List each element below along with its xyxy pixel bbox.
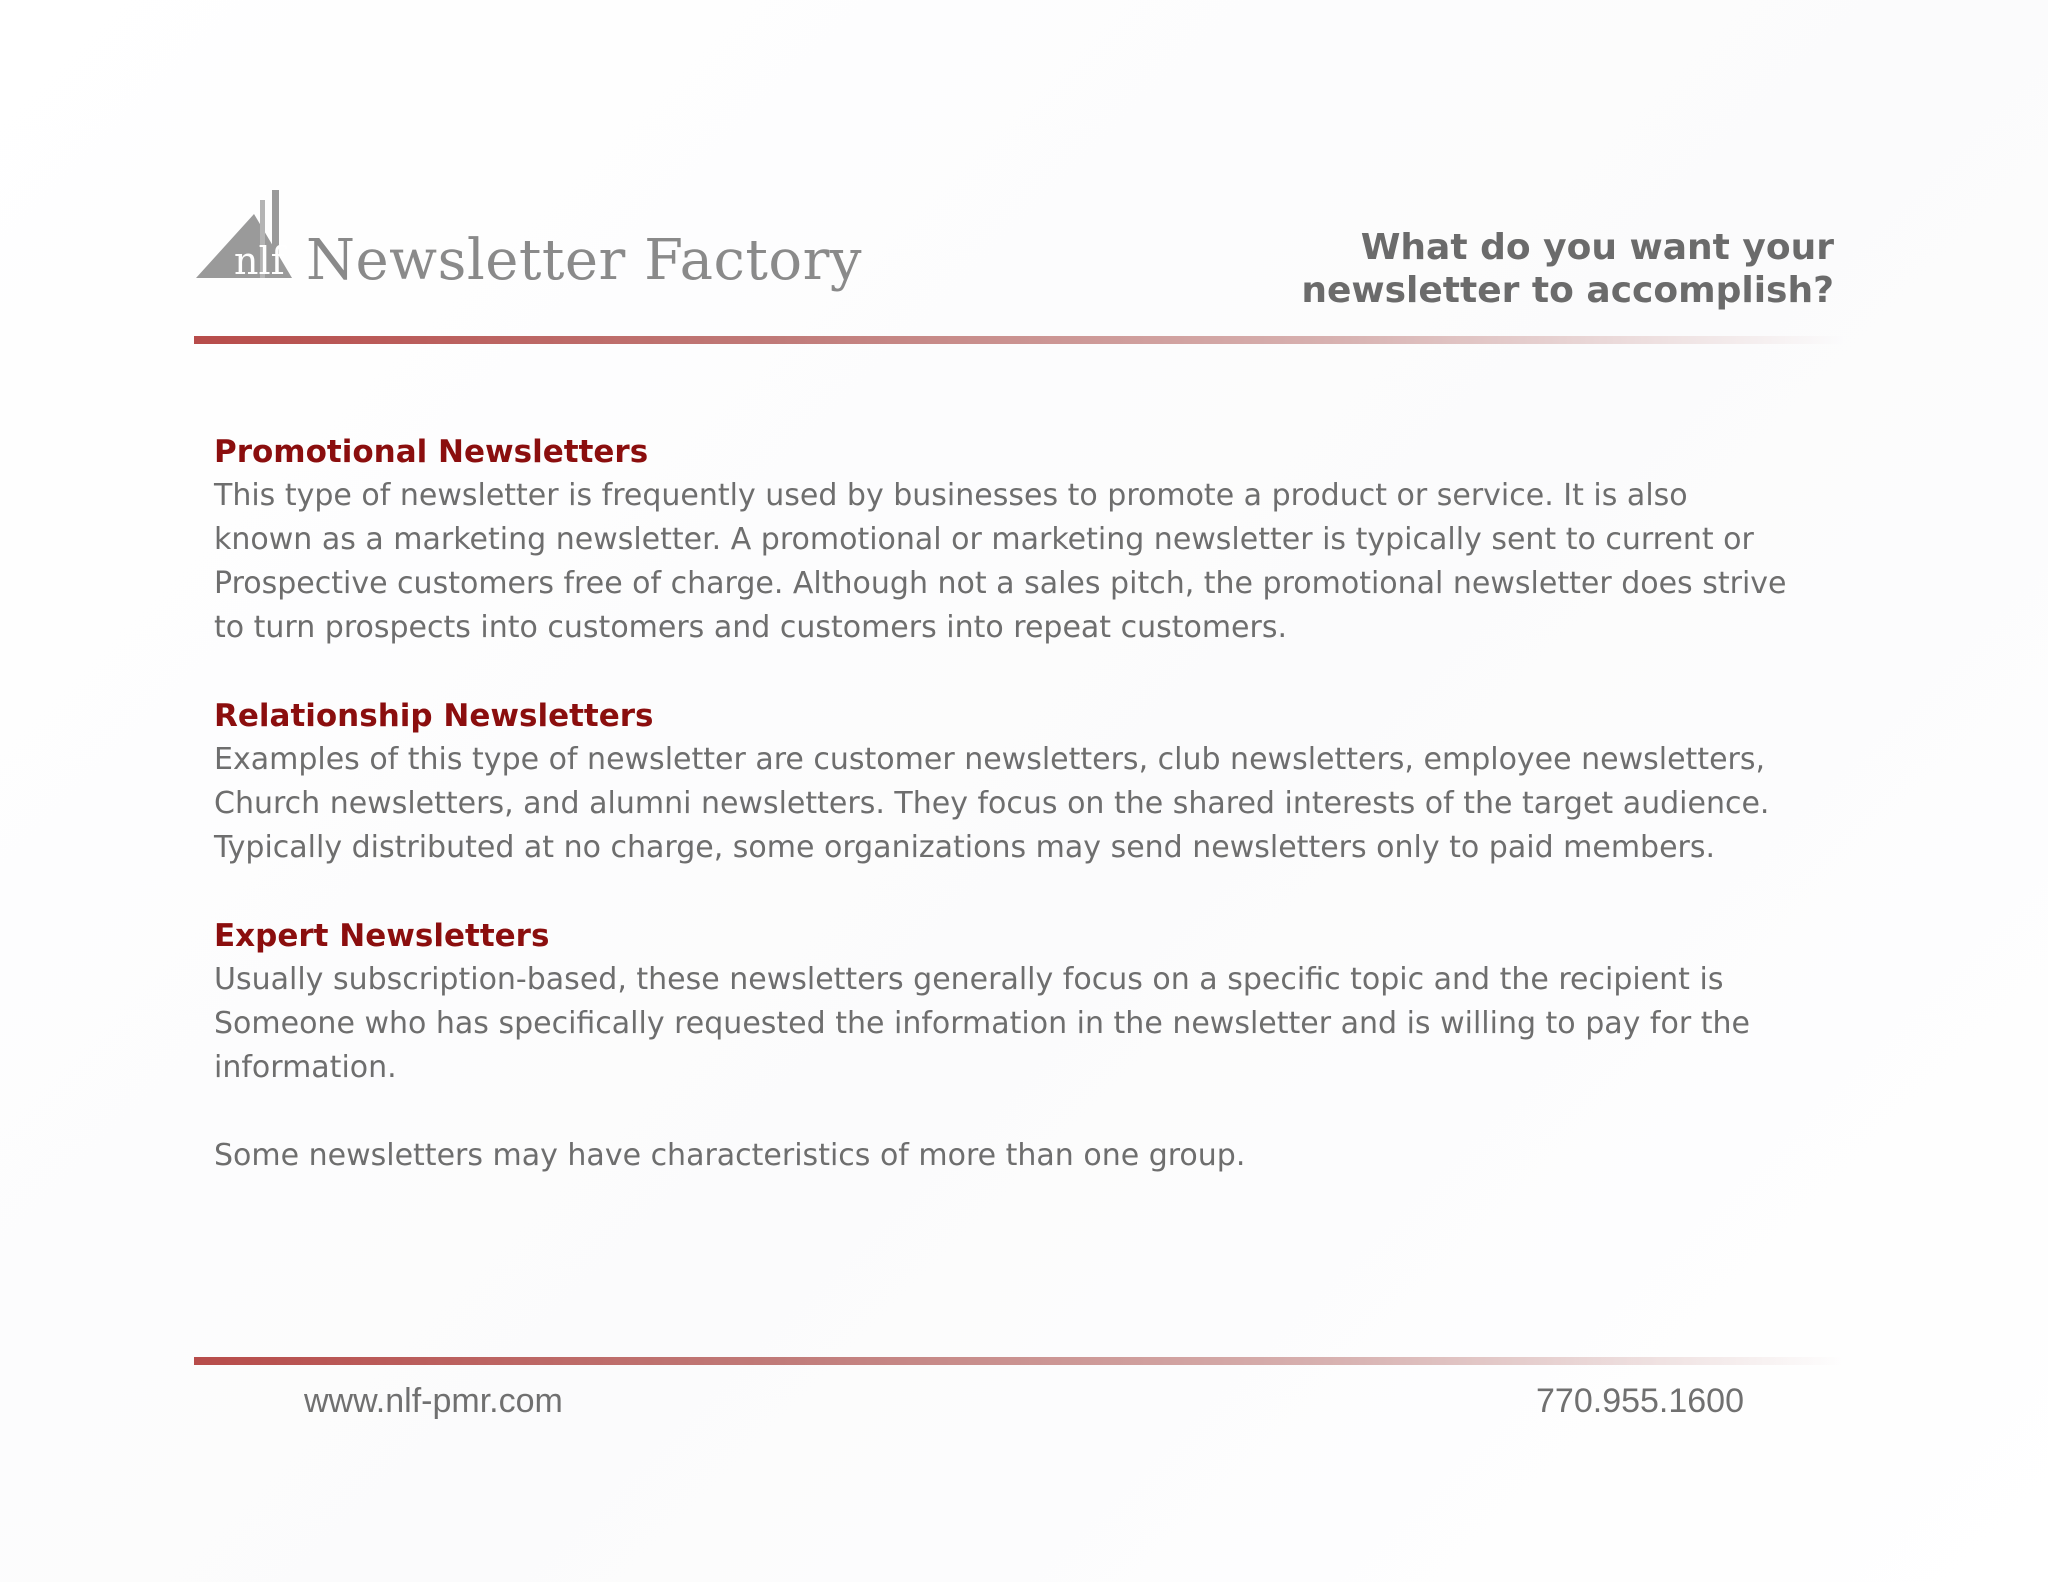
body-line: Typically distributed at no charge, some organizations may send newsletters only to paid members. bbox=[214, 830, 1716, 865]
main-content bbox=[214, 430, 1854, 1178]
section-body bbox=[214, 958, 1854, 1090]
newsletter-factory-logo bbox=[196, 190, 863, 300]
body-line: Someone who has specifically requested the information in the newsletter and is willing to pay for the bbox=[214, 1006, 1750, 1041]
section-body bbox=[214, 738, 1854, 870]
website-link[interactable]: www.nlf-pmr.com bbox=[304, 1382, 563, 1420]
section-body bbox=[214, 474, 1854, 650]
brand-name: Newsletter Factory bbox=[306, 228, 863, 293]
body-line: information. bbox=[214, 1050, 397, 1085]
logo-monogram: nlf bbox=[234, 239, 285, 283]
footer-divider bbox=[194, 1357, 1844, 1365]
section-heading: Promotional Newsletters bbox=[214, 434, 649, 470]
body-line: to turn prospects into customers and customers into repeat customers. bbox=[214, 610, 1288, 645]
section-heading: Expert Newsletters bbox=[214, 918, 550, 954]
body-line: known as a marketing newsletter. A promotional or marketing newsletter is typically sent to current or bbox=[214, 522, 1754, 557]
page-title bbox=[1134, 226, 1834, 312]
section-heading: Relationship Newsletters bbox=[214, 698, 654, 734]
body-line: This type of newsletter is frequently used by businesses to promote a product or service. It is also bbox=[214, 478, 1688, 513]
phone-number: 770.955.1600 bbox=[1536, 1382, 1744, 1420]
body-line: Usually subscription-based, these newsletters generally focus on a specific topic and the recipient is bbox=[214, 962, 1724, 997]
body-line: Prospective customers free of charge. Although not a sales pitch, the promotional newsletter does strive bbox=[214, 566, 1787, 601]
section-expert bbox=[214, 914, 1854, 1090]
closing-note: Some newsletters may have characteristics of more than one group. bbox=[214, 1138, 1246, 1173]
section-promotional bbox=[214, 430, 1854, 650]
section-relationship bbox=[214, 694, 1854, 870]
header-divider bbox=[194, 336, 1844, 344]
page-title-line-2: newsletter to accomplish? bbox=[1301, 270, 1834, 311]
body-line: Church newsletters, and alumni newsletters. They focus on the shared interests of the target audience. bbox=[214, 786, 1770, 821]
nlf-logo-mark-icon bbox=[196, 190, 292, 290]
page-title-line-1: What do you want your bbox=[1360, 227, 1834, 268]
body-line: Examples of this type of newsletter are customer newsletters, club newsletters, employee newsletters, bbox=[214, 742, 1766, 777]
